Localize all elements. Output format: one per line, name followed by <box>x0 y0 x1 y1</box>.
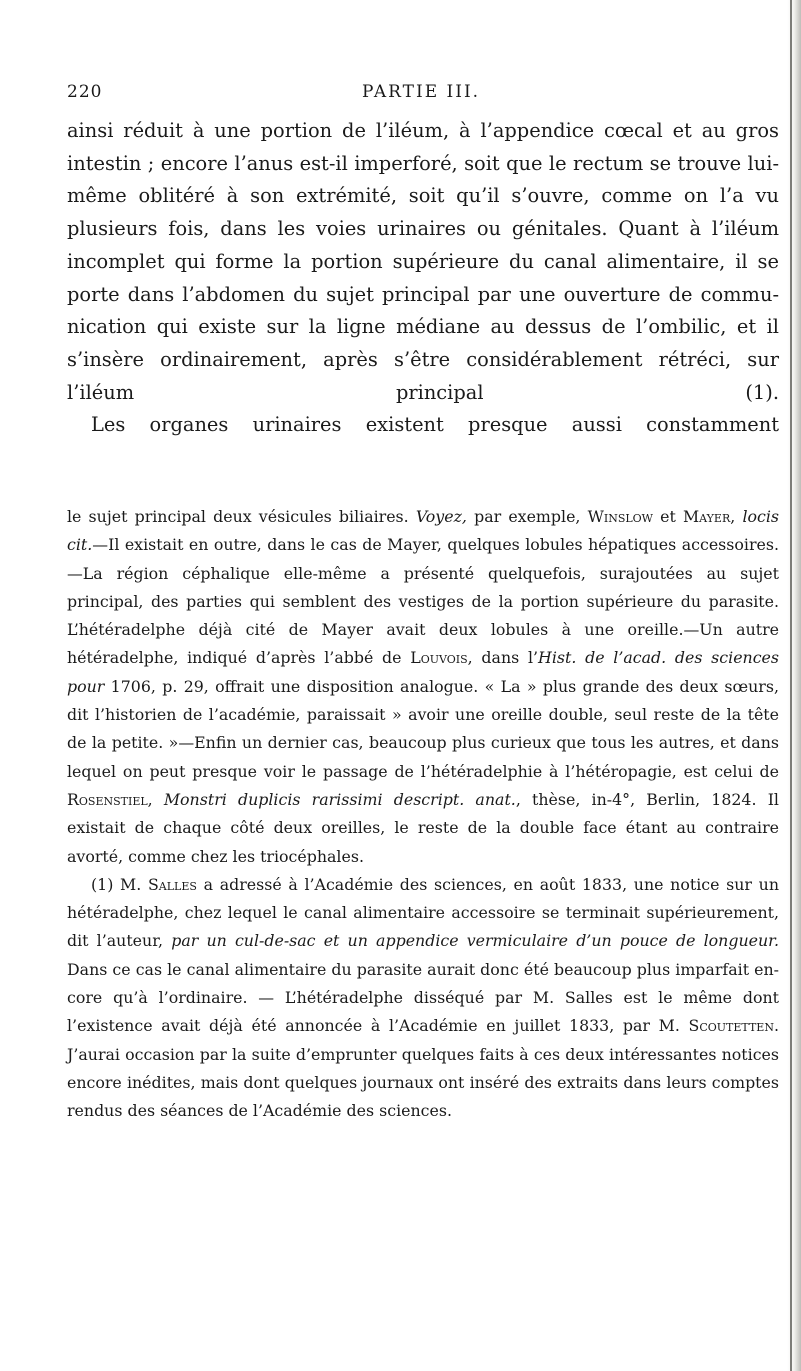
footnote-1 <box>67 871 779 1126</box>
main-paragraph-2: Les organes urinaires existent presque aussi constamment <box>91 413 779 437</box>
main-text <box>67 115 779 442</box>
footnote-continuation <box>67 503 779 871</box>
author-name: Louvois <box>410 648 468 668</box>
note-text: , <box>147 789 164 809</box>
note-text: . J’aurai occasion par la suite d’emprunter quelques faits à ces deux intéressantes notices encore inédites, mais dont quelques journaux ont inséré des extraits dans leurs comptes rendus des séances de l’Académie des sciences. <box>67 1016 779 1121</box>
note-text: , thèse, in-4°, Berlin, 1824. Il existait de chaque côté deux oreilles, le reste de la double face étant au contraire avorté, comme chez les triocéphales. <box>67 789 779 866</box>
page-number: 220 <box>67 82 103 102</box>
note-italic: Voyez, <box>415 507 467 526</box>
note-italic: Hist. de l’acad. des sciences pour <box>67 648 780 696</box>
page-edge-line <box>790 0 792 1371</box>
note-italic: Monstri duplicis rarissimi descript. anat. <box>163 789 516 809</box>
author-name: Salles <box>147 874 197 894</box>
note-text: par exemple, <box>466 507 588 526</box>
author-name: Scoutetten <box>688 1016 774 1036</box>
note-text: (1) M. <box>91 874 148 894</box>
author-name: Mayer <box>683 507 731 526</box>
note-italic: locis cit. <box>67 507 780 555</box>
footnotes <box>67 503 779 1126</box>
note-text: —Il existait en outre, dans le cas de Mayer, quelques lobules hépatiques accessoires.—La région céphalique elle-même a présenté quelquefois, surajoutées au sujet principal, des parties qui semblent des vestiges de la portion supérieure du parasite. L’hétéradelphe déjà cité de Mayer avait deux lobules à une oreille.—Un autre hétéradelphe, indiqué d’après l’abbé de <box>67 535 779 668</box>
note-text: 1706, p. 29, offrait une disposition analogue. « La » plus grande des deux sœurs, dit l’historien de l’académie, paraissait » avoir une oreille double, seul reste de la tête de la petite. »—Enfin un dernier cas, beaucoup plus curieux que tous les autres, et dans lequel on peut presque voir le passage de l’hétéradelphie à l’hétéropagie, est celui de <box>67 676 779 781</box>
note-text: a adressé à l’Académie des sciences, en août 1833, une notice sur un hétéradelphe, chez lequel le canal alimentaire accessoire se terminait supérieurement, dit l’auteur, <box>67 874 779 951</box>
note-text: le sujet principal deux vésicules biliaires. <box>67 507 416 526</box>
author-name: Rosenstiel <box>67 789 148 809</box>
page-header <box>67 82 757 106</box>
note-text: , <box>730 507 743 526</box>
running-head: PARTIE III. <box>362 82 481 102</box>
note-text: Dans ce cas le canal alimentaire du parasite aurait donc été beaucoup plus imparfait encore qu’à l’ordinaire. — L’hétéradelphe disséqué par M. Salles est le même dont l’existence avait déjà été annoncée à l’Académie en juillet 1833, par M. <box>67 959 779 1036</box>
note-italic: par un cul-de-sac et un appendice vermiculaire d’un pouce de longueur. <box>171 931 779 951</box>
main-paragraph-1: ainsi réduit à une portion de l’iléum, à l’appendice cœcal et au gros intestin ; encore l’anus est-il imperforé, soit que le rectum se trouve lui-même oblitéré à son extrémité, soit qu’il s’ouvre, comme on l’a vu plusieurs fois, dans les voies urinaires ou génitales. Quant à l’iléum incomplet qui forme la portion supérieure du canal alimentaire, il se porte dans l’abdomen du sujet principal par une ouverture de communication qui existe sur la ligne médiane au dessus de l’ombilic, et il s’insère ordinairement, après s’être considérablement rétréci, sur l’iléum principal (1). <box>67 119 779 404</box>
note-text: , dans l’ <box>467 648 539 668</box>
note-text: et <box>652 507 683 526</box>
author-name: Winslow <box>587 507 653 526</box>
